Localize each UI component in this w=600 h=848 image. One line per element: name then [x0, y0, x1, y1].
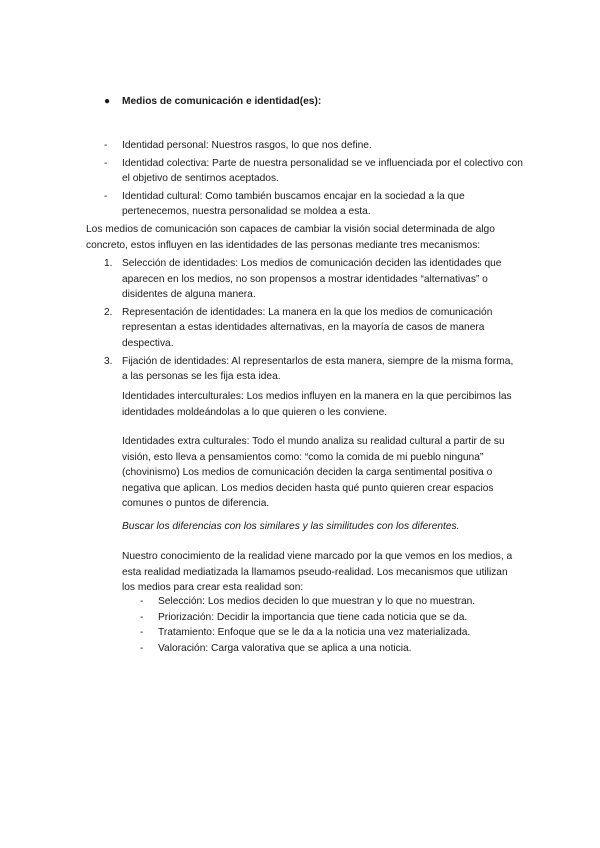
list-item — [140, 625, 516, 641]
dash-marker: - — [104, 140, 108, 151]
dash-marker: - — [140, 611, 144, 623]
list-item-text: Priorización: Decidir la importancia que tiene cada noticia que se da. — [158, 611, 468, 623]
dash-marker: - — [104, 190, 108, 202]
list-item-text: Identidad colectiva: Parte de nuestra personalidad se ve influenciada por el colectivo con el objetivo de sentirnos aceptados. — [122, 157, 523, 185]
item-number: 1. — [104, 258, 113, 269]
numbered-item — [104, 256, 516, 303]
section-heading-text: Medios de comunicación e identidad(es): — [122, 96, 322, 107]
list-item-text: Identidad personal: Nuestros rasgos, lo que nos define. — [122, 140, 372, 151]
numbered-item-text: Representación de identidades: La manera en la que los medios de comunicación representan a estas identidades alternativas, en la mayoría de casos de manera despectiva. — [122, 306, 493, 349]
bullet-icon: ● — [104, 96, 111, 107]
item-number: 2. — [104, 306, 113, 318]
list-item — [104, 138, 524, 154]
numbered-item — [104, 305, 516, 352]
interculturales-paragraph: Identidades interculturales: Los medios influyen en la manera en la que percibimos las identidades moldeándolas a lo que quieren o les conviene. — [122, 391, 512, 418]
pseudo-realidad-paragraph: Nuestro conocimiento de la realidad viene marcado por la que vemos en los medios, a esta realidad mediatizada la llamamos pseudo-realidad. Los mecanismos que utilizan los medios para crear esta realidad son: — [122, 551, 513, 594]
list-item-text: Selección: Los medios deciden lo que muestran y lo que no muestran. — [158, 596, 476, 607]
list-item — [140, 594, 516, 610]
pseudo-mechanisms-list — [140, 594, 516, 656]
list-item-text: Identidad cultural: Como también buscamos encajar en la sociedad a la que pertenecemos, nuestra personalidad se moldea a esta. — [122, 190, 465, 218]
dash-marker: - — [140, 596, 144, 607]
list-item — [140, 641, 516, 657]
mechanisms-list — [104, 256, 516, 387]
section-heading — [104, 94, 321, 110]
list-item — [104, 156, 524, 187]
dash-marker: - — [104, 157, 108, 169]
dash-marker: - — [140, 642, 144, 654]
intro-paragraph: Los medios de comunicación son capaces de cambiar la visión social determinada de algo concreto, estos influyen en las identidades de las personas mediante tres mecanismos: — [86, 224, 495, 251]
item-number: 3. — [104, 355, 113, 367]
extraculturales-paragraph: Identidades extra culturales: Todo el mundo analiza su realidad cultural a partir de su visión, esto lleva a pensamientos como: “como la comida de mi pueblo ninguna” (chovinismo) Los medios de comunicación deciden la carga sentimental positiva o negativa que aplican. Los medios deciden hasta qué punto quieren crear espacios comunes o puntos de diferencia. — [122, 436, 505, 510]
identity-types-list — [104, 138, 524, 222]
numbered-item-text: Fijación de identidades: Al representarlos de esta manera, siempre de la misma forma, a las personas se les fija esta idea. — [122, 355, 514, 383]
numbered-item-text: Selección de identidades: Los medios de comunicación deciden las identidades que aparecen en los medios, no son propensos a mostrar identidades “alternativas” o disidentes de alguna manera. — [122, 258, 502, 301]
dash-marker: - — [140, 627, 144, 639]
list-item-text: Tratamiento: Enfoque que se le da a la noticia una vez materializada. — [158, 627, 471, 639]
italic-note: Buscar los diferencias con los similares y las similitudes con los diferentes. — [122, 521, 460, 532]
list-item — [140, 610, 516, 626]
numbered-item — [104, 354, 516, 385]
list-item-text: Valoración: Carga valorativa que se aplica a una noticia. — [158, 642, 412, 654]
list-item — [104, 189, 524, 220]
